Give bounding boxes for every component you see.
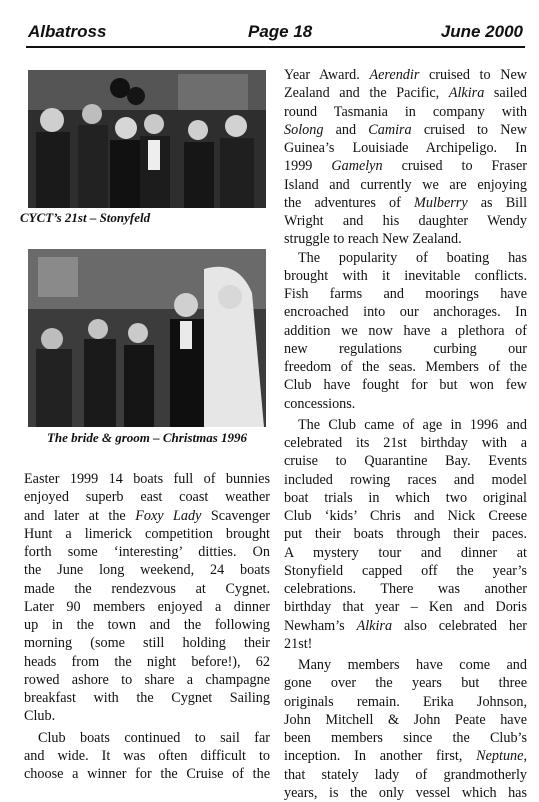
text-line: struggle to reach New Zealand.	[284, 231, 462, 248]
text-line: the June long weekend, 24 boats	[24, 562, 270, 579]
text-line: heads from the night before!), 62	[24, 653, 270, 670]
text-line: gone over the years but three	[284, 675, 527, 692]
text-line: put their boats through their paces.	[284, 526, 527, 543]
text-line: years, is the only vessel which has	[284, 784, 527, 801]
text-line: 1999 Gamelyn cruised to Fraser	[284, 158, 527, 175]
text-line: 21st!	[284, 635, 313, 652]
text-line: concessions.	[284, 395, 356, 412]
text-line: encroached into our anchorages. In	[284, 304, 527, 321]
text-line: celebrated its 21st birthday with a	[284, 435, 527, 451]
page-header	[26, 20, 525, 48]
text-line: rowed ashore to share a champagne	[24, 671, 270, 688]
text-line: breakfast with the Cygnet Sailing	[24, 690, 270, 706]
text-line: been members since the Club’s	[284, 730, 527, 746]
text-line: included rowing races and model	[284, 471, 527, 488]
text-line: Hunt a limerick competition brought	[24, 525, 270, 542]
text-line: morning (some still holding their	[24, 635, 270, 652]
text-line: Club ‘kids’ Chris and Nick Creese	[284, 508, 527, 524]
text-line: Solong and Camira cruised to New	[284, 121, 527, 138]
text-line: and later at the Foxy Lady Scavenger	[24, 507, 270, 524]
text-line: John Mitchell & John Peate have	[284, 711, 527, 728]
text-line: Fish farms and moorings have	[284, 286, 527, 302]
text-line: made the rendezvous at Cygnet.	[24, 580, 270, 597]
text-line: Guinea’s Louisiade Archipeligo. In	[284, 140, 527, 156]
text-line: new regulations curbing our	[284, 340, 527, 357]
text-line: The Club came of age in 1996 and	[298, 416, 527, 433]
text-line: Easter 1999 14 boats full of bunnies	[24, 471, 270, 487]
text-line: The popularity of boating has	[298, 249, 527, 266]
text-line: A mystery tour and dinner at	[284, 544, 527, 561]
boat-name: Alkira	[356, 617, 393, 634]
text-line: forth some ‘interesting’ ditties. On	[24, 544, 270, 560]
text-line: Island and currently we are enjoying	[284, 176, 527, 193]
photo-cyct-21st	[28, 70, 266, 208]
text-line: Club.	[24, 708, 56, 725]
text-line: that stately lady of grandmotherly	[284, 766, 527, 783]
text-line: boat trials in which two original	[284, 489, 527, 506]
text-line: inception. In another first, Neptune,	[284, 748, 527, 765]
boat-name: Gamelyn	[331, 158, 383, 175]
text-line: freedom of the seas. Members of the	[284, 359, 527, 375]
text-line: celebrations. There was another	[284, 581, 527, 597]
text-line: Year Award. Aerendir cruised to New	[284, 67, 527, 83]
text-line: up in the town and the following	[24, 617, 270, 633]
boat-name: Neptune	[476, 748, 524, 765]
text-line: originals remain. Erika Johnson,	[284, 693, 527, 710]
text-line: Club boats continued to sail far	[38, 729, 270, 746]
issue-date: June 2000	[440, 22, 523, 41]
text-line: Wright and his daughter Wendy	[284, 213, 527, 229]
text-line: Newham’s Alkira also celebrated her	[284, 617, 527, 634]
article-column-right	[284, 66, 527, 802]
text-line: choose a winner for the Cruise of the	[24, 766, 270, 782]
photo-caption: CYCT’s 21st – Stonyfeld	[20, 210, 151, 225]
text-line: Stonyfield capped off the year’s	[284, 562, 527, 579]
publication-title: Albatross	[28, 22, 107, 41]
article-column-left	[24, 470, 270, 783]
boat-name: Camira	[368, 121, 412, 138]
text-line: Many members have come and	[298, 657, 527, 673]
text-line: cruise to Quarantine Bay. Events	[284, 453, 527, 470]
boat-name: Aerendir	[369, 67, 420, 83]
text-line: the adventures of Mulberry as Bill	[284, 194, 528, 211]
text-line: and wide. It was often difficult to	[24, 747, 270, 764]
text-line: enjoyed superb east coast weather	[24, 489, 270, 506]
boat-name: Alkira	[448, 85, 485, 102]
text-line: brought with it inevitable conflicts.	[284, 267, 527, 284]
photo-caption: The bride & groom – Christmas 1996	[46, 430, 248, 445]
text-line: birthday that year – Ken and Doris	[284, 599, 527, 616]
page-number: Page 18	[248, 22, 313, 41]
text-line: round Tasmania in company with	[284, 103, 527, 120]
text-line: Club have fought for but won few	[284, 377, 527, 394]
text-line: Later 90 members enjoyed a dinner	[24, 598, 270, 615]
boat-name: Foxy Lady	[135, 507, 202, 524]
photo-bride-and-groom	[28, 249, 266, 427]
boat-name: Solong	[284, 121, 324, 138]
boat-name: Mulberry	[414, 194, 468, 211]
text-line: Zealand and the Pacific, Alkira sailed	[284, 85, 527, 102]
text-line: addition we now have a plethora of	[284, 322, 527, 339]
